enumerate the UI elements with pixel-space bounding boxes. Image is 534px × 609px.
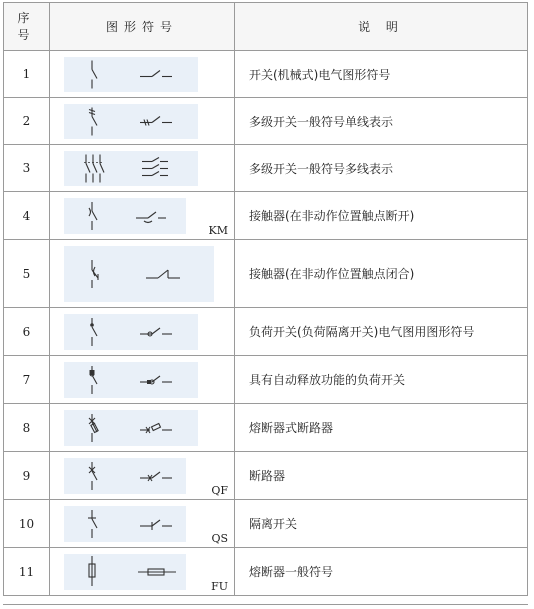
description-cell: 开关(机械式)电气图形符号 [235, 51, 528, 98]
description-cell: 多级开关一般符号多线表示 [235, 145, 528, 192]
description-cell: 熔断器式断路器 [235, 404, 528, 452]
fuse-icon [64, 554, 186, 590]
row-number: 7 [4, 356, 50, 404]
symbol-cell [50, 452, 235, 500]
header-row [4, 3, 528, 51]
description-cell: 接触器(在非动作位置触点断开) [235, 192, 528, 240]
symbol-cell [50, 404, 235, 452]
symbol-table [3, 2, 528, 596]
table-row [4, 98, 528, 145]
header-desc: 说 明 [235, 3, 528, 51]
symbol-cell [50, 145, 235, 192]
description-cell: 熔断器一般符号 [235, 548, 528, 596]
auto-release-load-switch-icon [64, 362, 198, 398]
header-no: 序 号 [4, 3, 50, 51]
multipole-switch-single-line-icon [64, 104, 198, 139]
row-number: 9 [4, 452, 50, 500]
symbol-cell [50, 500, 235, 548]
description-cell: 接触器(在非动作位置触点闭合) [235, 240, 528, 308]
table-row [4, 500, 528, 548]
table-row [4, 192, 528, 240]
row-number: 1 [4, 51, 50, 98]
description-cell: 断路器 [235, 452, 528, 500]
table-row [4, 452, 528, 500]
symbol-cell [50, 240, 235, 308]
table-bottom-border [3, 604, 528, 605]
description-cell: 隔离开关 [235, 500, 528, 548]
disconnector-icon [64, 506, 186, 542]
row-number: 8 [4, 404, 50, 452]
symbol-cell [50, 548, 235, 596]
table-row [4, 145, 528, 192]
table-row [4, 356, 528, 404]
symbol-cell [50, 98, 235, 145]
row-number: 5 [4, 240, 50, 308]
row-number: 2 [4, 98, 50, 145]
device-code-label: QS [211, 532, 228, 545]
table-row [4, 51, 528, 98]
device-code-label: FU [211, 580, 228, 593]
row-number: 4 [4, 192, 50, 240]
contactor-no-icon [64, 198, 186, 234]
table-row [4, 548, 528, 596]
switch-symbol-icon [64, 57, 198, 92]
device-code-label: QF [211, 484, 228, 497]
contactor-nc-icon [64, 246, 214, 302]
table-row [4, 404, 528, 452]
symbol-cell [50, 308, 235, 356]
row-number: 11 [4, 548, 50, 596]
description-cell: 负荷开关(负荷隔离开关)电气图用图形符号 [235, 308, 528, 356]
symbol-cell [50, 356, 235, 404]
header-symbol: 图形符号 [50, 3, 235, 51]
table-row [4, 308, 528, 356]
description-cell: 多级开关一般符号单线表示 [235, 98, 528, 145]
multipole-switch-multi-line-icon [64, 151, 198, 186]
symbol-cell [50, 51, 235, 98]
row-number: 10 [4, 500, 50, 548]
row-number: 3 [4, 145, 50, 192]
table-row [4, 240, 528, 308]
fuse-circuit-breaker-icon [64, 410, 198, 446]
symbol-cell [50, 192, 235, 240]
device-code-label: KM [208, 224, 228, 237]
load-switch-icon [64, 314, 198, 350]
row-number: 6 [4, 308, 50, 356]
description-cell: 具有自动释放功能的负荷开关 [235, 356, 528, 404]
circuit-breaker-icon [64, 458, 186, 494]
